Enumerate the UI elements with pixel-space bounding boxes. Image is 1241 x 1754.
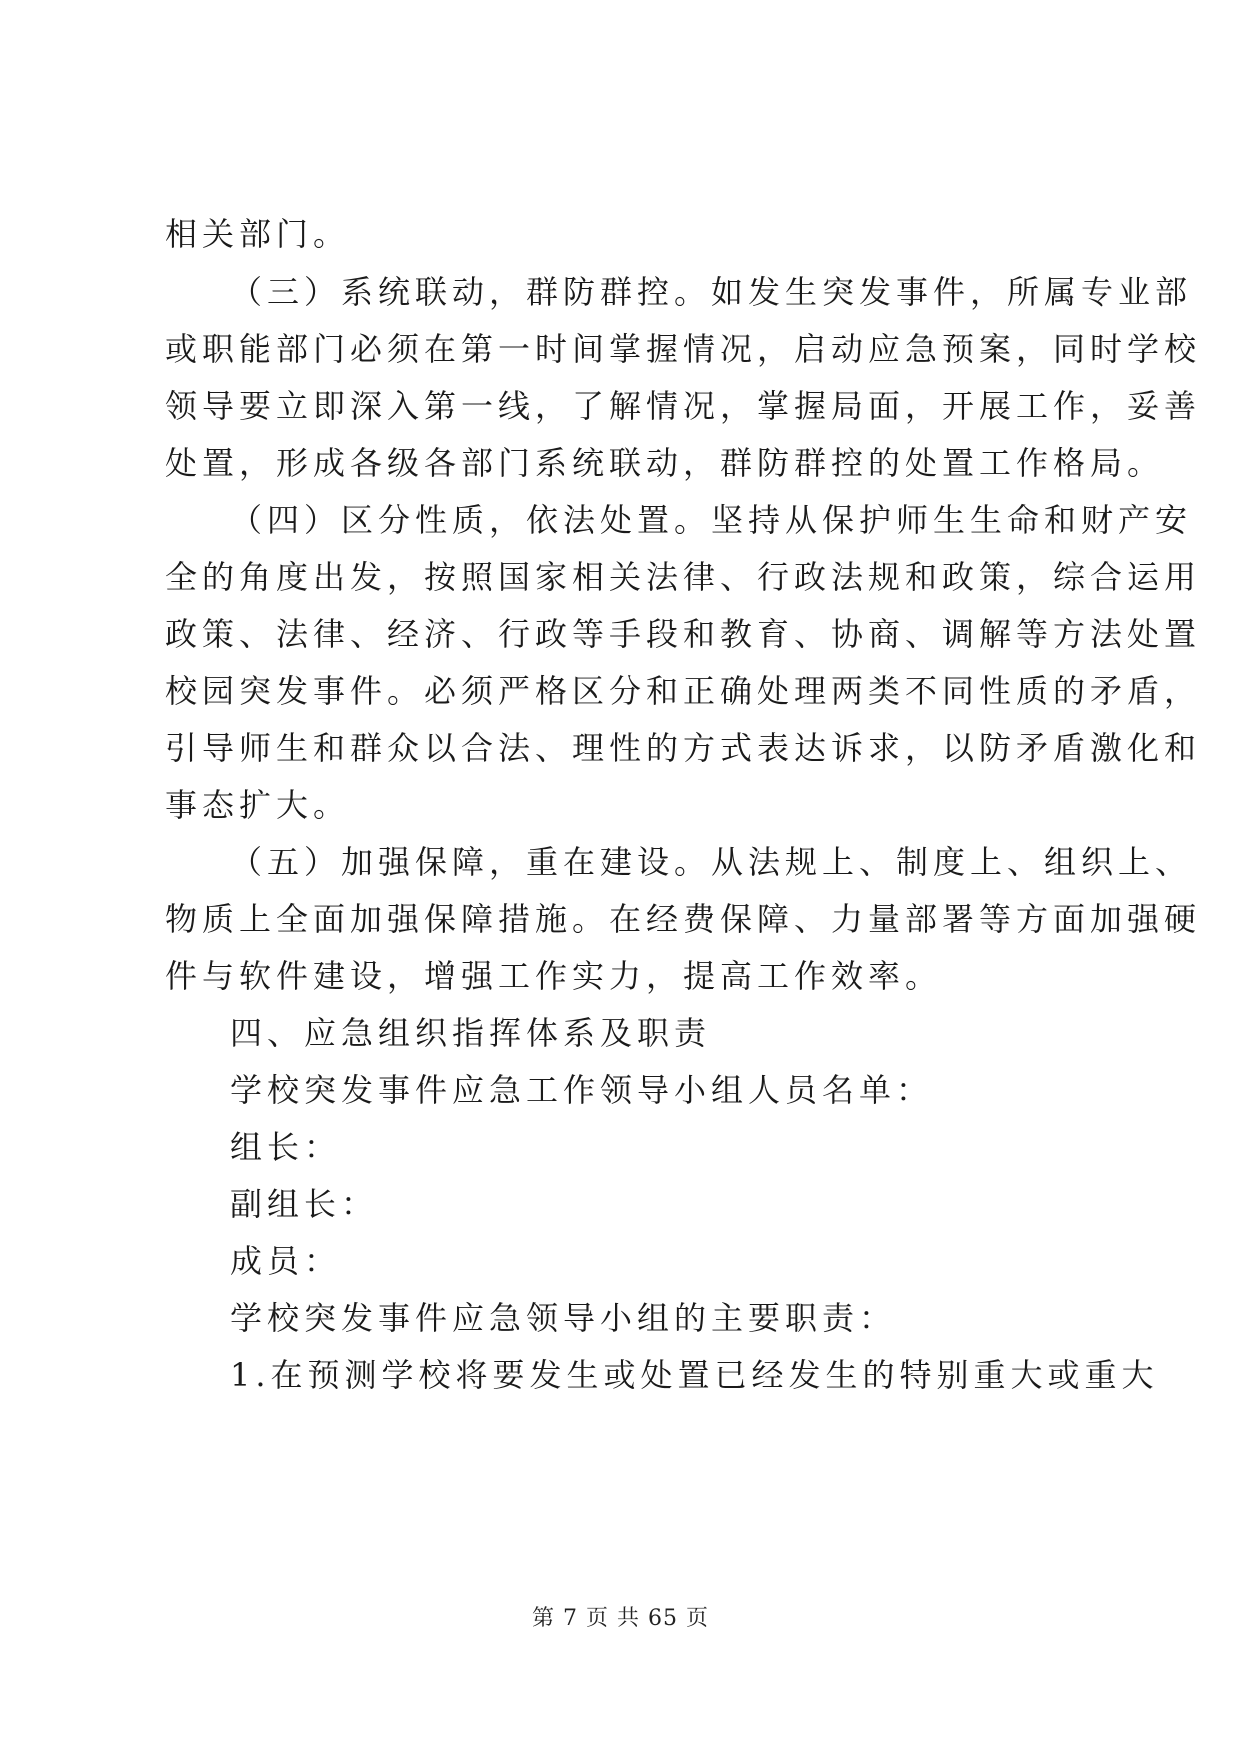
text-line-2: （三）系统联动，群防群控。如发生突发事件，所属专业部 xyxy=(230,273,1193,311)
text-line-16: 学校突发事件应急工作领导小组人员名单： xyxy=(230,1071,934,1109)
text-line-13: 物质上全面加强保障措施。在经费保障、力量部署等方面加强硬 xyxy=(165,900,1202,938)
text-line-11: 事态扩大。 xyxy=(165,786,351,824)
text-line-3: 或职能部门必须在第一时间掌握情况，启动应急预案，同时学校 xyxy=(165,330,1202,368)
text-line-8: 政策、法律、经济、行政等手段和教育、协商、调解等方法处置 xyxy=(165,615,1202,653)
text-line-18: 副组长： xyxy=(230,1185,379,1223)
text-line-6: （四）区分性质，依法处置。坚持从保护师生生命和财产安 xyxy=(230,501,1193,539)
text-line-5: 处置，形成各级各部门系统联动，群防群控的处置工作格局。 xyxy=(165,444,1165,482)
text-line-20: 学校突发事件应急领导小组的主要职责： xyxy=(230,1299,897,1337)
text-line-7: 全的角度出发，按照国家相关法律、行政法规和政策，综合运用 xyxy=(165,558,1202,596)
text-line-12: （五）加强保障，重在建设。从法规上、制度上、组织上、 xyxy=(230,843,1193,881)
text-line-10: 引导师生和群众以合法、理性的方式表达诉求，以防矛盾激化和 xyxy=(165,729,1202,767)
text-line-21: 1.在预测学校将要发生或处置已经发生的特别重大或重大 xyxy=(230,1356,1159,1394)
text-line-17: 组长： xyxy=(230,1128,342,1166)
text-line-1: 相关部门。 xyxy=(165,215,351,253)
text-line-9: 校园突发事件。必须严格区分和正确处理两类不同性质的矛盾， xyxy=(165,672,1202,710)
text-line-14: 件与软件建设，增强工作实力，提高工作效率。 xyxy=(165,957,943,995)
text-line-19: 成员： xyxy=(230,1242,342,1280)
page-number-footer: 第 7 页 共 65 页 xyxy=(532,1606,709,1631)
section-heading: 四、应急组织指挥体系及职责 xyxy=(230,1014,712,1052)
text-line-4: 领导要立即深入第一线，了解情况，掌握局面，开展工作，妥善 xyxy=(165,387,1202,425)
